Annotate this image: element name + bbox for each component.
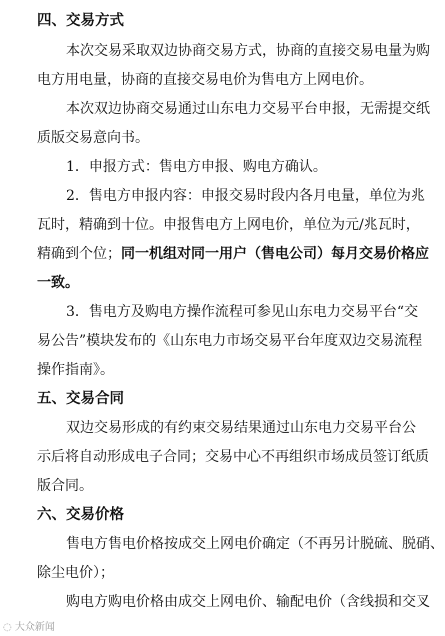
paragraph-line: 除尘电价）；: [37, 565, 114, 581]
paragraph-line: 易公告”模块发布的《山东电力市场交易平台年度双边交易流程: [37, 333, 423, 349]
paragraph-line: 购电方购电价格由成交上网电价、输配电价（含线损和交叉: [66, 594, 430, 610]
watermark-logo: [3, 618, 55, 633]
paragraph-line: 售电方售电价格按成交上网电价确定（不再另计脱硫、脱硝、: [66, 536, 444, 552]
paragraph-line: 瓦时，精确到十位。申报售电方上网电价，单位为元/兆瓦时，: [37, 217, 420, 233]
section-heading-trade-method: 四、交易方式: [37, 13, 124, 29]
list-item-3: 3．售电方及购电方操作流程可参见山东电力交易平台“交: [66, 304, 419, 320]
list-item-1: 1．申报方式：售电方申报、购电方确认。: [66, 159, 327, 175]
watermark-text: 大众新闻: [14, 622, 55, 633]
paragraph-line: 操作指南》。: [37, 362, 114, 378]
paragraph-line: 本次交易采取双边协商交易方式，协商的直接交易电量为购: [66, 43, 430, 59]
paragraph-line: 电方用电量，协商的直接交易电价为售电方上网电价。: [37, 72, 373, 88]
paragraph-line: 本次双边协商交易通过山东电力交易平台申报，无需提交纸: [66, 101, 430, 117]
section-heading-trade-price: 六、交易价格: [37, 507, 124, 523]
watermark-icon: ◌: [3, 622, 12, 633]
paragraph-line: [37, 245, 429, 263]
bold-emphasis-text: 一致。: [37, 275, 79, 291]
paragraph-line: 质版交易意向书。: [37, 130, 149, 146]
section-heading-trade-contract: 五、交易合同: [37, 391, 124, 407]
bold-emphasis-text: 同一机组对同一用户（售电公司）每月交易价格应: [121, 246, 429, 262]
normal-text: 精确到个位；: [37, 246, 121, 262]
paragraph-line: 示后将自动形成电子合同；交易中心不再组织市场成员签订纸质: [37, 449, 429, 465]
paragraph-line: 版合同。: [37, 478, 93, 494]
list-item-2: 2．售电方申报内容：申报交易时段内各月电量，单位为兆: [66, 188, 425, 204]
paragraph-line: 双边交易形成的有约束交易结果通过山东电力交易平台公: [66, 420, 416, 436]
